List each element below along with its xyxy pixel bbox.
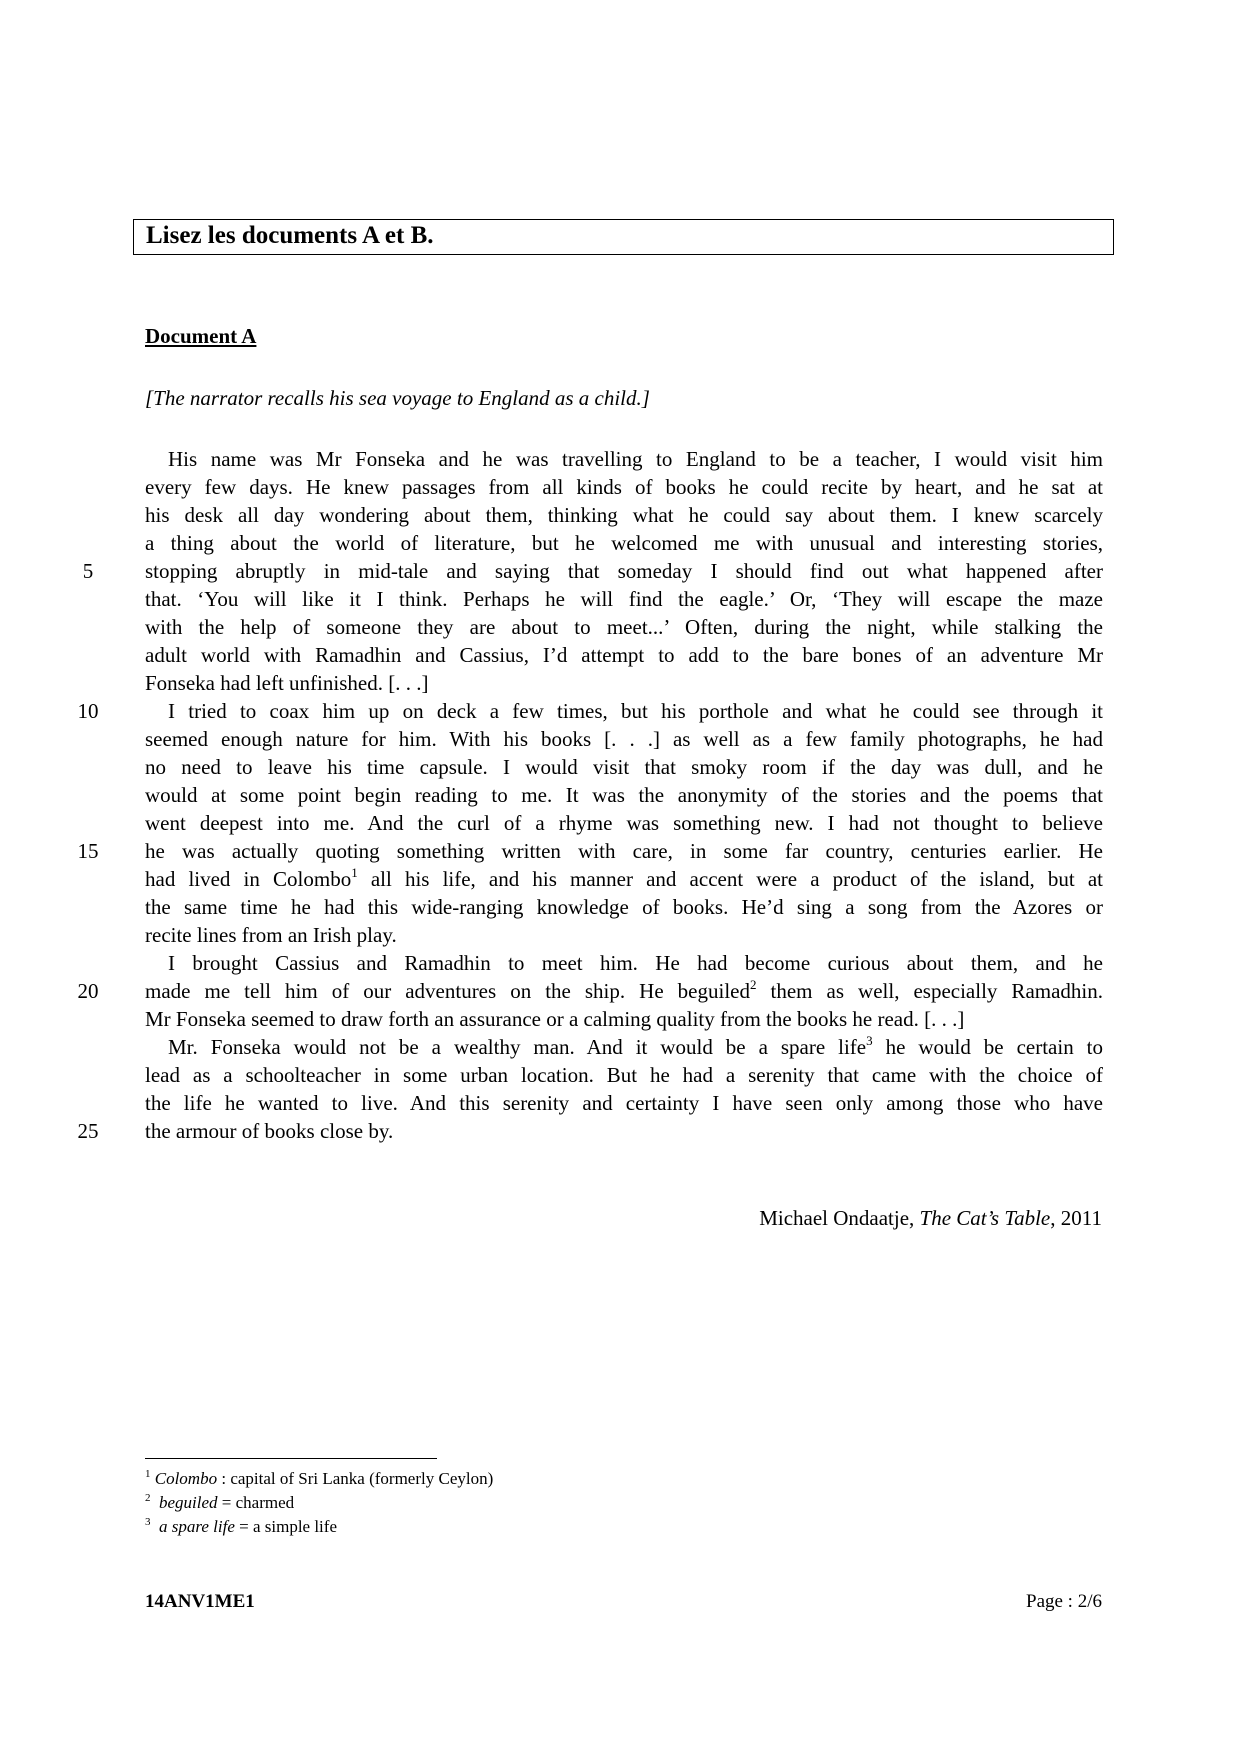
passage-segment: he would be certain to (885, 1035, 1104, 1059)
line-number: 15 (77, 839, 99, 863)
passage-line (145, 977, 1103, 1005)
footnote-definition: : capital of Sri Lanka (formerly Ceylon) (217, 1469, 494, 1488)
passage-line: Mr Fonseka seemed to draw forth an assurance or a calming quality from the books he read. [. . .] (145, 1007, 965, 1031)
exam-code: 14ANV1ME1 (145, 1591, 255, 1612)
passage-line: with the help of someone they are about to meet...’ Often, during the night, while stalking the (145, 615, 1103, 639)
passage-line: His name was Mr Fonseka and he was travelling to England to be a teacher, I would visit him (168, 447, 1103, 471)
passage-segment: Mr. Fonseka would not be a wealthy man. And it would be a spare life (168, 1035, 867, 1059)
passage-line: every few days. He knew passages from all kinds of books he could recite by heart, and he sat at (145, 475, 1103, 499)
document-label: Document A (145, 324, 257, 348)
footnote-ref: 1 (351, 865, 358, 880)
passage-segment: made me tell him of our adventures on the ship. He beguiled (145, 979, 750, 1003)
passage-line: I tried to coax him up on deck a few times, but his porthole and what he could see through it (168, 699, 1103, 723)
instruction-text: Lisez les documents A et B. (146, 222, 434, 249)
footnote-mark: 2 (145, 1492, 151, 1504)
footnote (145, 1516, 337, 1538)
source-author: Michael Ondaatje, (759, 1206, 920, 1230)
line-number: 25 (77, 1119, 99, 1143)
footnote (145, 1468, 493, 1490)
page-number: Page : 2/6 (1026, 1591, 1102, 1612)
passage-line: the armour of books close by. (145, 1119, 394, 1143)
passage-segment: them as well, especially Ramadhin. (770, 979, 1104, 1003)
footnote-definition: = a simple life (234, 1517, 337, 1536)
footnote-term: Colombo (154, 1469, 218, 1488)
passage-line: I brought Cassius and Ramadhin to meet him. He had become curious about them, and he (168, 951, 1103, 975)
line-number: 10 (77, 699, 99, 723)
passage-line: recite lines from an Irish play. (145, 923, 397, 947)
passage-line: stopping abruptly in mid-tale and saying that someday I should find out what happened after (145, 559, 1103, 583)
passage-line: a thing about the world of literature, but he welcomed me with unusual and interesting stories, (145, 531, 1103, 555)
passage-line (145, 1033, 1103, 1061)
passage-line: Fonseka had left unfinished. [. . .] (145, 671, 429, 695)
passage-line: lead as a schoolteacher in some urban location. But he had a serenity that came with the choice of (145, 1063, 1103, 1087)
passage-line: would at some point begin reading to me. It was the anonymity of the stories and the poems that (145, 783, 1103, 807)
passage-segment: had lived in Colombo (145, 867, 352, 891)
passage-line: the same time he had this wide-ranging knowledge of books. He’d sing a song from the Azores or (145, 895, 1103, 919)
passage-line: seemed enough nature for him. With his books [. . .] as well as a few family photographs, he had (145, 727, 1103, 751)
document-intro: [The narrator recalls his sea voyage to England as a child.] (145, 386, 650, 410)
footnote-ref: 2 (749, 977, 757, 992)
footnote-term: beguiled (159, 1493, 218, 1512)
passage-line: adult world with Ramadhin and Cassius, I’d attempt to add to the bare bones of an adventure Mr (145, 643, 1103, 667)
footnote-mark: 1 (145, 1468, 151, 1480)
footnote-term: a spare life (159, 1517, 235, 1536)
passage-line: no need to leave his time capsule. I would visit that smoky room if the day was dull, and he (145, 755, 1103, 779)
footnote-ref: 3 (866, 1033, 873, 1048)
source-citation (759, 1206, 1102, 1231)
source-year: , 2011 (1050, 1206, 1102, 1230)
footnote (145, 1492, 294, 1514)
passage-segment: all his life, and his manner and accent were a product of the island, but at (370, 867, 1103, 891)
passage-line: that. ‘You will like it I think. Perhaps he will find the eagle.’ Or, ‘They will escape the maze (145, 587, 1103, 611)
line-number: 5 (82, 559, 94, 583)
footnote-mark: 3 (145, 1516, 151, 1528)
footnote-definition: = charmed (217, 1493, 295, 1512)
passage-line: he was actually quoting something written with care, in some far country, centuries earlier. He (145, 839, 1103, 863)
passage-line: went deepest into me. And the curl of a rhyme was something new. I had not thought to believe (145, 811, 1103, 835)
footnote-divider (145, 1458, 437, 1459)
passage-line (145, 865, 1103, 893)
passage-line: the life he wanted to live. And this serenity and certainty I have seen only among those who have (145, 1091, 1103, 1115)
instruction-box (133, 219, 1114, 255)
passage-line: his desk all day wondering about them, thinking what he could say about them. I knew scarcely (145, 503, 1103, 527)
source-title: The Cat’s Table (919, 1206, 1051, 1230)
line-number: 20 (77, 979, 99, 1003)
